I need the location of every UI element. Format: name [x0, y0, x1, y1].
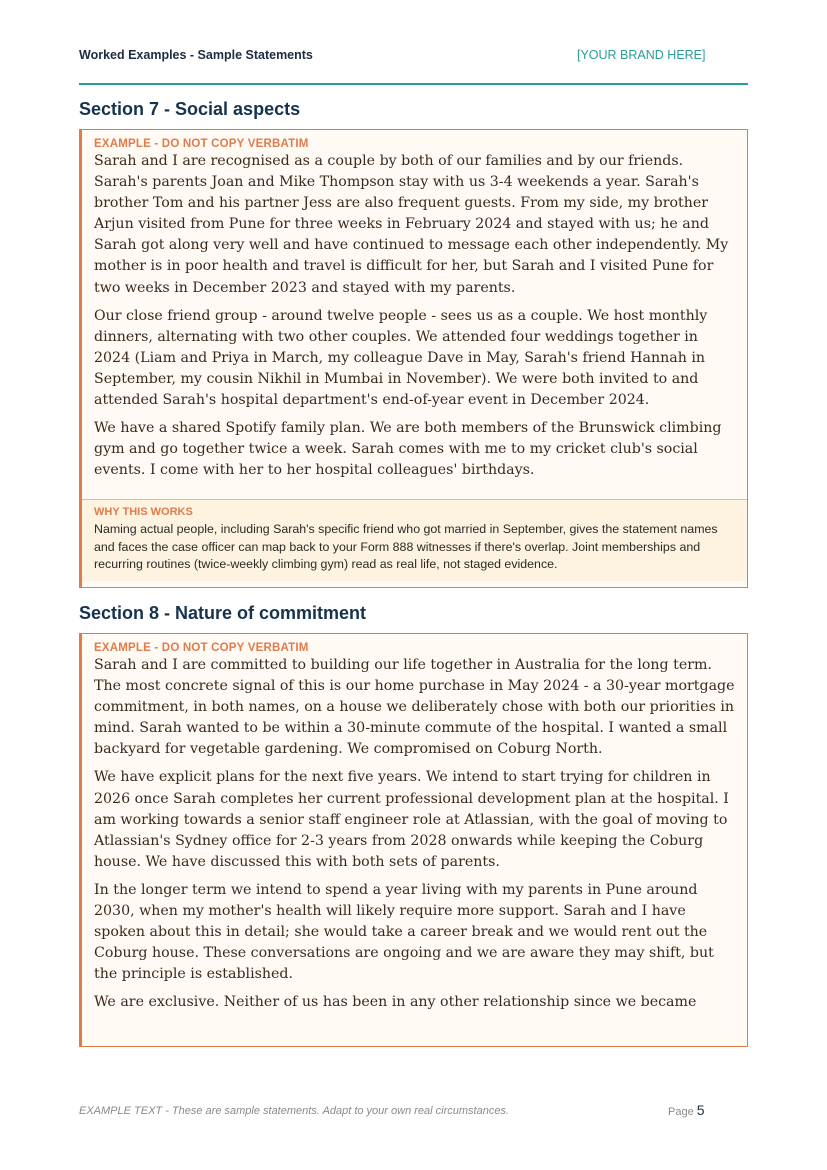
footer-disclaimer: EXAMPLE TEXT - These are sample statements. Adapt to your own real circumstances. [79, 1105, 509, 1117]
example-paragraph: In the longer term we intend to spend a year living with my parents in Pune around 2030, when my mother's health will likely require more support. Sarah and I have spoken about this in detail; she would take a career break and we would rent out the Coburg house. These conversations are ongoing and we are aware they may shift, but the principle is established. [94, 881, 714, 983]
section-7-title: Section 7 - Social aspects [79, 99, 301, 119]
example-label: EXAMPLE - DO NOT COPY VERBATIM [94, 642, 309, 654]
example-label: EXAMPLE - DO NOT COPY VERBATIM [94, 138, 309, 150]
page-number [668, 1102, 705, 1118]
example-paragraph: Our close friend group - around twelve people - sees us as a couple. We host monthly dinners, alternating with two other couples. We attended four weddings together in 2024 (Liam and Priya in March, my colleague Dave in May, Sarah's friend Hannah in September, my cousin Nikhil in Mumbai in November). We were both invited to and attended Sarah's hospital department's end-of-year event in December 2024. [94, 307, 708, 409]
page-header [79, 47, 748, 85]
section-7-example-box [79, 129, 748, 588]
example-paragraph: We have a shared Spotify family plan. We are both members of the Brunswick climbing gym and go together twice a week. Sarah comes with me to my cricket club's social events. I come with her to her hospital colleagues' birthdays. [94, 420, 722, 479]
document-title: Worked Examples - Sample Statements [79, 48, 313, 62]
section-8-example-box [79, 633, 748, 1047]
page-label: Page [668, 1106, 694, 1118]
section-8-title: Section 8 - Nature of commitment [79, 603, 367, 623]
why-this-works-panel [82, 499, 747, 581]
why-this-works-text: Naming actual people, including Sarah's specific friend who got married in September, gives the statement names and faces the case officer can map back to your Form 888 witnesses if there's overlap. Joint memberships and recurring routines (twice-weekly climbing gym) read as real life, not staged evidence. [94, 522, 718, 571]
example-paragraph: Sarah and I are recognised as a couple by both of our families and by our friends. Sarah's parents Joan and Mike Thompson stay with us 3-4 weekends a year. Sarah's brother Tom and his partner Jess are also frequent guests. From my side, my brother Arjun visited from Pune for three weeks in February 2024 and stayed with us; he and Sarah got along very well and have continued to message each other independently. My mother is in poor health and travel is difficult for her, but Sarah and I visited Pune for two weeks in December 2023 and stayed with my parents. [94, 153, 729, 296]
example-paragraph: Sarah and I are committed to building our life together in Australia for the long term. The most concrete signal of this is our home purchase in May 2024 - a 30-year mortgage commitment, in both names, on a house we deliberately chose with both our priorities in mind. Sarah wanted to be within a 30-minute commute of the hospital. I wanted a small backyard for vegetable gardening. We compromised on Coburg North. [94, 657, 735, 758]
example-paragraph: We are exclusive. Neither of us has been in any other relationship since we became [94, 994, 697, 1011]
example-paragraph: We have explicit plans for the next five years. We intend to start trying for children in 2026 once Sarah completes her current professional development plan at the hospital. I am working towards a senior staff engineer role at Atlassian, with the goal of moving to Atlassian's Sydney office for 2-3 years from 2028 onwards while keeping the Coburg house. We have discussed this with both sets of parents. [94, 769, 729, 870]
why-this-works-label: WHY THIS WORKS [94, 506, 193, 519]
brand-placeholder: [YOUR BRAND HERE] [577, 48, 706, 62]
page-number-value: 5 [696, 1102, 705, 1118]
